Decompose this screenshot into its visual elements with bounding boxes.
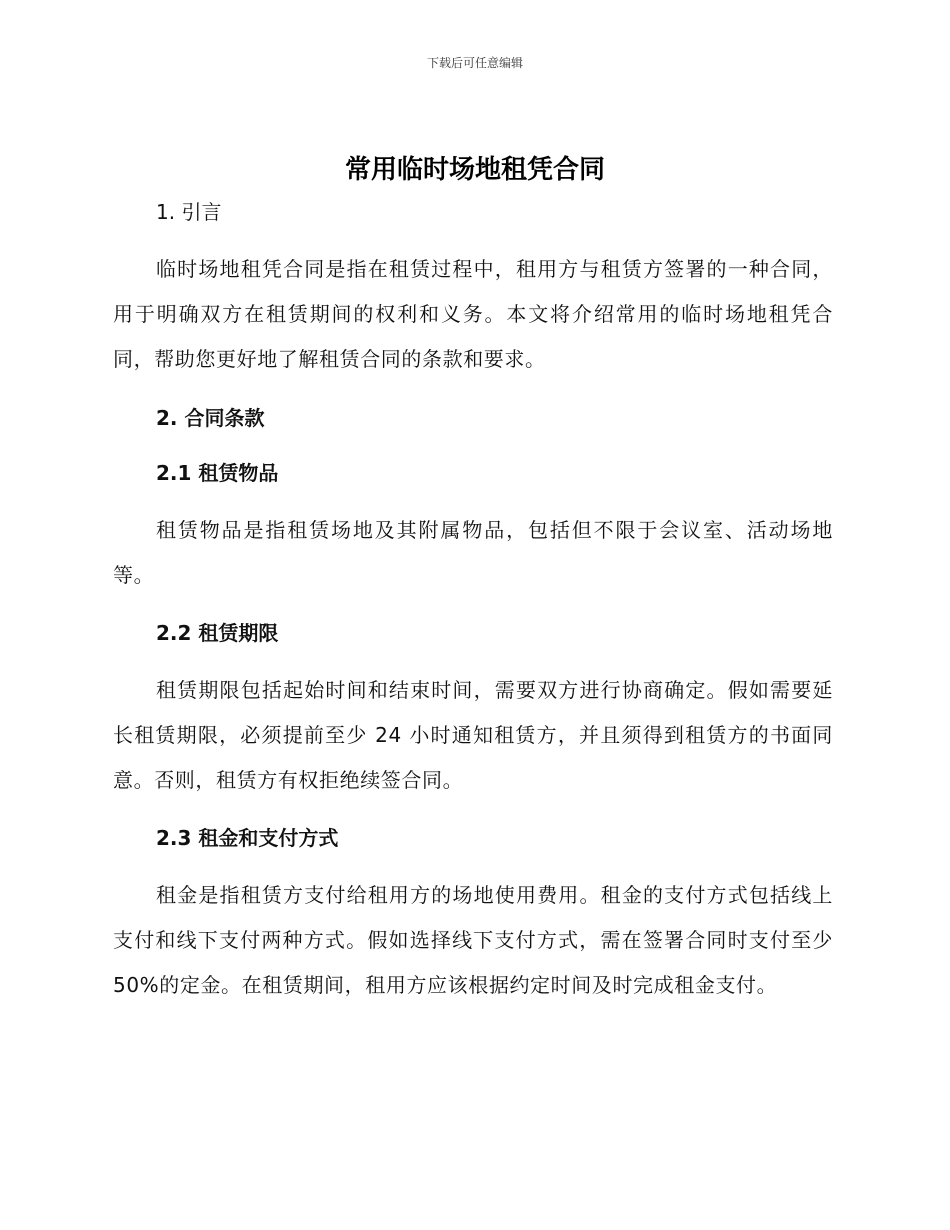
paragraph-period: 租赁期限包括起始时间和结束时间，需要双方进行协商确定。假如需要延长租赁期限，必须提前至少 24 小时通知租赁方，并且须得到租赁方的书面同意。否则，租赁方有权拒绝续签合同。 xyxy=(113,678,833,792)
subsection-heading-items: 2.1 租赁物品 xyxy=(156,461,279,485)
paragraph-items: 租赁物品是指租赁场地及其附属物品，包括但不限于会议室、活动场地等。 xyxy=(113,518,833,587)
section-heading-terms: 2. 合同条款 xyxy=(156,406,265,430)
subsection-heading-rent: 2.3 租金和支付方式 xyxy=(156,826,339,850)
document-title: 常用临时场地租凭合同 xyxy=(344,155,605,185)
document-body xyxy=(113,192,833,1008)
paragraph-intro: 临时场地租凭合同是指在租赁过程中，租用方与租赁方签署的一种合同，用于明确双方在租赁期间的权利和义务。本文将介绍常用的临时场地租凭合同，帮助您更好地了解租赁合同的条款和要求。 xyxy=(113,257,833,371)
paragraph-rent: 租金是指租赁方支付给租用方的场地使用费用。租金的支付方式包括线上支付和线下支付两种方式。假如选择线下支付方式，需在签署合同时支付至少 50%的定金。在租赁期间，租用方应该根据约定时间及时完成租金支付。 xyxy=(113,883,833,997)
section-heading-intro: 1. 引言 xyxy=(156,200,222,224)
subsection-heading-period: 2.2 租赁期限 xyxy=(156,621,279,645)
header-note: 下载后可任意编辑 xyxy=(426,56,523,70)
